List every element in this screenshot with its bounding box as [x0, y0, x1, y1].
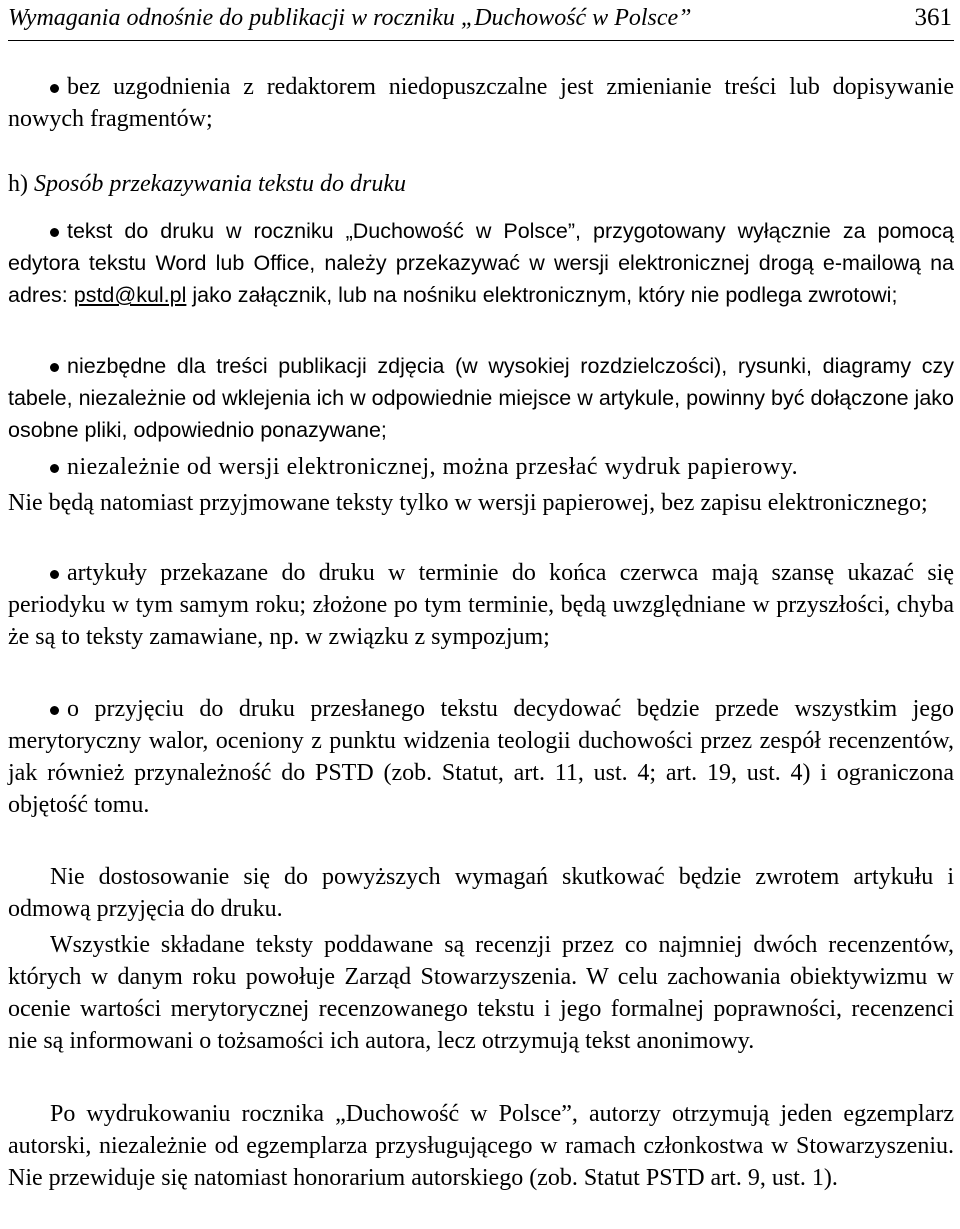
list-item-text: jako załącznik, lub na nośniku elektronicznym, który nie podlega zwrotowi;	[186, 283, 898, 307]
bullet-icon	[50, 464, 59, 473]
paragraph: Po wydrukowaniu rocznika „Duchowość w Polsce”, autorzy otrzymują jeden egzemplarz autorski, niezależnie od egzemplarza przysługującego w ramach członkostwa w Stowarzyszeniu. Nie przewiduje się natomiast honorarium autorskiego (zob. Statut PSTD art. 9, ust. 1).	[8, 1101, 954, 1191]
list-item-continuation	[8, 487, 954, 519]
section-title: Sposób przekazywania tekstu do druku	[34, 171, 406, 197]
bullet-icon	[50, 363, 59, 372]
list-item	[8, 350, 954, 446]
list-item	[8, 693, 954, 821]
running-header-title: Wymagania odnośnie do publikacji w roczniku „Duchowość w Polsce”	[8, 5, 692, 31]
list-item	[8, 215, 954, 311]
page-number: 361	[914, 4, 952, 31]
paragraph: Wszystkie składane teksty poddawane są recenzji przez co najmniej dwóch recenzentów, których w danym roku powołuje Zarząd Stowarzyszenia. W celu zachowania obiektywizmu w ocenie wartości merytorycznej recenzowanego tekstu i jego formalnej poprawności, recenzenci nie są informowani o tożsamości ich autora, lecz otrzymują tekst anonimowy.	[8, 932, 954, 1054]
section-heading	[8, 168, 954, 200]
list-item-text: tekst do druku w roczniku „Duchowość w Polsce”, przygotowany wyłącznie za pomocą edytora tekstu Word lub Office, należy przekazywać w wersji elektronicznej drogą e-mailową na adres:	[8, 219, 954, 307]
paragraph: Nie dostosowanie się do powyższych wymagań skutkować będzie zwrotem artykułu i odmową przyjęcia do druku.	[8, 864, 954, 922]
bullet-icon	[50, 706, 59, 715]
list-item-text: niezbędne dla treści publikacji zdjęcia (w wysokiej rozdzielczości), rysunki, diagramy czy tabele, niezależnie od wklejenia ich w odpowiednie miejsce w artykule, powinny być dołączone jako osobne pliki, odpowiednio ponazywane;	[8, 354, 954, 442]
bullet-icon	[50, 228, 59, 237]
list-item-text: bez uzgodnienia z redaktorem niedopuszczalne jest zmienianie treści lub dopisywanie nowych fragmentów;	[8, 74, 954, 132]
section-letter: h)	[8, 171, 28, 197]
bullet-icon	[50, 570, 59, 579]
running-header	[8, 2, 954, 41]
email-link[interactable]: pstd@kul.pl	[73, 283, 187, 307]
list-item	[8, 71, 954, 135]
list-item-text: artykuły przekazane do druku w terminie do końca czerwca mają szansę ukazać się periodyku w tym samym roku; złożone po tym terminie, będą uwzględniane w przyszłości, chyba że są to teksty zamawiane, np. w związku z sympozjum;	[8, 560, 954, 650]
list-item-text: niezależnie od wersji elektronicznej, można przesłać wydruk papierowy.	[67, 454, 799, 480]
bullet-icon	[50, 84, 59, 93]
list-item-text: Nie będą natomiast przyjmowane teksty tylko w wersji papierowej, bez zapisu elektronicznego;	[8, 490, 928, 516]
list-item-text: o przyjęciu do druku przesłanego tekstu decydować będzie przede wszystkim jego merytoryczny walor, oceniony z punktu widzenia teologii duchowości przez zespół recenzentów, jak również przynależność do PSTD (zob. Statut, art. 11, ust. 4; art. 19, ust. 4) i ograniczona objętość tomu.	[8, 696, 954, 818]
list-item	[8, 557, 954, 653]
list-item	[8, 451, 954, 483]
